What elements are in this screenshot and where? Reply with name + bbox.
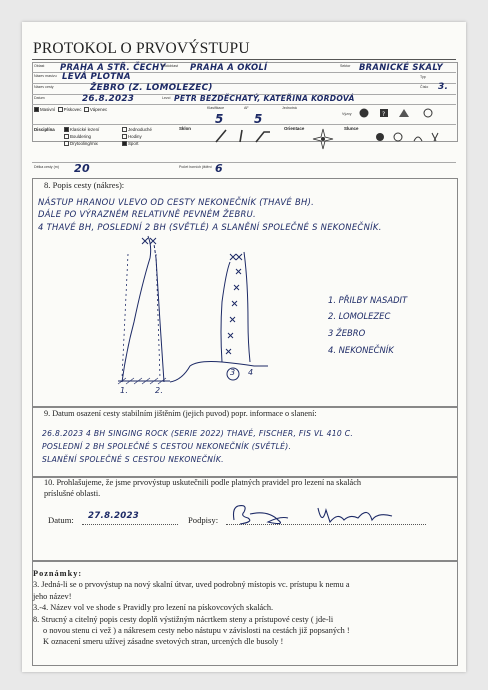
bolts-value: 6 (215, 162, 223, 175)
rib-right-outline (244, 252, 250, 362)
anchor-right-icon (230, 254, 242, 260)
notes-line-2: jeho název! (33, 591, 72, 601)
legend-item-1: 1. PŘILBY NASADIT (328, 295, 408, 305)
area-label: Oblast (34, 64, 45, 68)
route-value: ŽEBRO (Z. LOMOLEZEC) (90, 83, 213, 93)
sector-label: Sektor (340, 64, 351, 68)
rib-left-outline (221, 262, 230, 362)
section9-line2: POSLEDNÍ 2 BH SPOLEČNÉ S CESTOU NEKONEČNÍK (SVĚTLÉ). (42, 442, 292, 451)
svg-text:?: ? (382, 111, 386, 118)
sketch-label-2: 2. (155, 386, 164, 395)
massif-value: LEVÁ PLOTNA (62, 72, 131, 82)
section10-heading: 10. Prohlašujeme, že jsme prvovýstup uskutečnili podle platných pravidel pro lezení na skalách (44, 478, 362, 487)
section9-heading: 9. Datum osazení cesty stabilním jištěním (jejich puvod) popr. informace o slanení: (44, 409, 317, 418)
slope-label: Sklon (179, 126, 191, 131)
sector-value: BRANICKÉ SKALY (359, 62, 444, 72)
section8-line1: NÁSTUP HRANOU VLEVO OD CESTY NEKONEČNÍK (THAVÉ BH). (38, 197, 315, 207)
subarea-value: PRAHA A OKOLÍ (190, 62, 268, 72)
length-label: Délka cesty (m) (34, 165, 59, 169)
notes (33, 568, 455, 648)
rock-label: Výzvy (342, 112, 352, 116)
discipline-label: Disciplína (34, 127, 55, 132)
section9-line3: SLANĚNÍ SPOLEČNÉ S CESTOU NEKONEČNÍK. (42, 455, 224, 464)
section10-heading-2: príslušné oblasti. (44, 489, 101, 498)
route-number-value: 3. (438, 82, 449, 92)
route-number-label: Číslo (420, 85, 429, 89)
rock-mid-outline (156, 258, 164, 382)
grade-label-3: Jednotná (282, 106, 297, 110)
grade-value-2: 5 (254, 112, 263, 126)
route-sketch (22, 22, 466, 402)
type-options: Masivní Pískovec Vápenec (34, 107, 107, 112)
section8-heading: 8. Popis cesty (nákres): (44, 180, 125, 190)
notes-line-1: 3. Jedná-li se o prvovýstup na nový skalní útvar, uved podrobný místopis vc. prístupu k nemu a (33, 580, 350, 590)
subarea-label: Podoblast (162, 64, 178, 68)
grade-label: Klasifikace (207, 106, 225, 110)
section8-line3: 4 THAVÉ BH, POSLEDNÍ 2 BH (SVĚTLÉ) A SLANĚNÍ SPOLEČNÉ S NEKONEČNÍK. (38, 222, 382, 232)
signatures-label: Podpisy: (188, 515, 219, 525)
form-title: PROTOKOL O PRVOVÝSTUPU (33, 40, 250, 57)
grade-value: 5 (215, 112, 224, 126)
sketch-label-3: 3 (230, 368, 236, 377)
legend-item-3: 3 ŽEBRO (328, 328, 366, 338)
area-value: PRAHA A STŘ. ČECHY (60, 62, 166, 72)
rock-left-outline (122, 236, 151, 382)
notes-line-3: 3.-4. Název vol ve shode s Pravidly pro lezení na pískovcových skalách. (33, 603, 274, 613)
sketch-label-4: 4 (248, 368, 254, 377)
type-label: Typ (420, 75, 426, 79)
bolts-label: Počet horních jištění (179, 165, 212, 169)
climbers-value: PETR BEZDĚCHATÝ, KATEŘINA KORDOVÁ (174, 94, 355, 103)
section9-line1: 26.8.2023 4 BH SINGING ROCK (SERIE 2022) THAVÉ, FISCHER, FIS VL 410 C. (42, 429, 354, 438)
sign-date-value: 27.8.2023 (88, 511, 140, 521)
sign-date-label: Datum: (48, 515, 74, 525)
bolts-route-3 (226, 317, 235, 354)
date-value: 26.8.2023 (82, 94, 135, 104)
sun-label: Slunce (344, 126, 359, 131)
bolts-shared (232, 269, 241, 306)
sketch-label-1: 1. (120, 386, 129, 395)
notes-title: Poznámky: (33, 569, 83, 578)
notes-line-6: K oznacení smeru užívej zásadne svetových stran, urcených dle busoly ! (43, 637, 284, 647)
legend-item-2: 2. LOMOLEZEC (328, 311, 391, 321)
grade-label-2: AF (244, 106, 249, 110)
climbers-label: Lezci (162, 96, 171, 100)
protocol-sheet (22, 22, 466, 672)
date-label: Datum (34, 96, 45, 100)
notes-line-4: 8. Strucný a citelný popis cesty doplň výstižným nácrtkem steny a prístupové cesty ( jde-li (33, 614, 334, 624)
discipline-options-2: Jednoduché Hodiny Sport (122, 126, 152, 147)
orientation-label: Orientace (284, 126, 305, 131)
route-label: Název cesty (34, 85, 54, 89)
notes-line-5: o novou stenu ci vež ) a nákresem cesty nebo nástupu v závislosti na cestách již popsaných ! (43, 626, 350, 636)
signatures-image (228, 500, 428, 530)
legend-item-4: 4. NEKONEČNÍK (328, 345, 394, 355)
discipline-options: Klasické lezení Bouldering Drytooling/mix (64, 126, 99, 147)
section8-line2: DÁLE PO VÝRAZNÉM RELATIVNĚ PEVNÉM ŽEBRU. (38, 209, 257, 219)
length-value: 20 (74, 162, 90, 175)
massif-label: Název masivu (34, 74, 57, 78)
